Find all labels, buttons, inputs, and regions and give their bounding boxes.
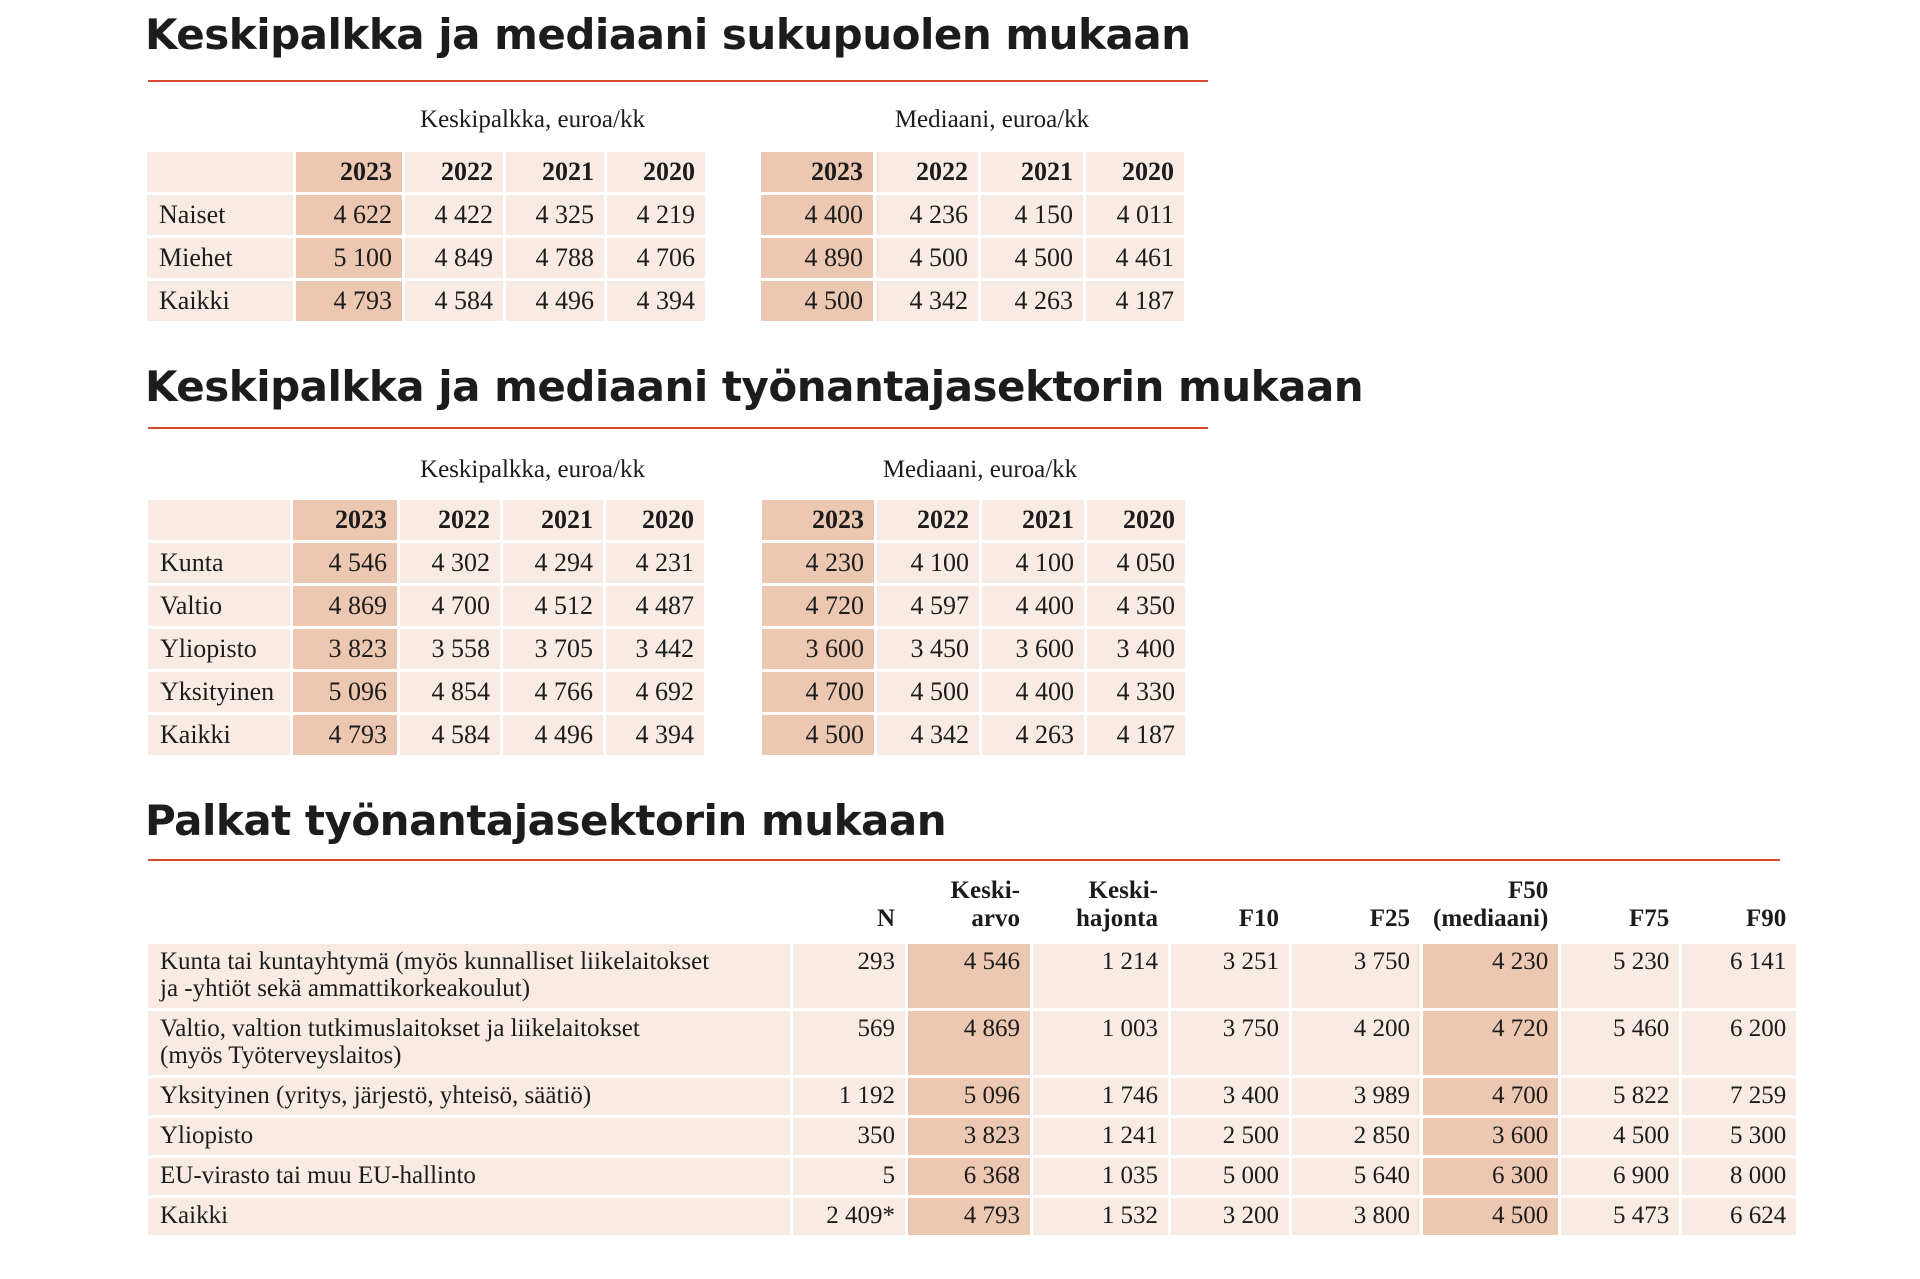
table1-year-header: 2021 <box>506 152 604 192</box>
table-cell: 2 409* <box>793 1198 905 1235</box>
table2-group-mean-label: Keskipalkka, euroa/kk <box>420 456 645 483</box>
table-cell: 3 705 <box>503 629 603 669</box>
row-label: Yksityinen <box>148 672 290 712</box>
table-cell: 4 700 <box>762 672 874 712</box>
table-cell: 4 187 <box>1086 281 1184 321</box>
table2-corner <box>148 500 290 540</box>
table-row <box>147 238 1184 278</box>
table-cell: 4 793 <box>908 1198 1030 1235</box>
table-cell: 4 766 <box>503 672 603 712</box>
table2-year-header: 2023 <box>293 500 397 540</box>
table3-header-mean: Keski- arvo <box>908 877 1030 941</box>
table-cell: 4 854 <box>400 672 500 712</box>
row-label: EU-virasto tai muu EU-hallinto <box>148 1158 790 1195</box>
row-label: Kunta tai kuntayhtymä (myös kunnalliset liikelaitokset ja -yhtiöt sekä ammattikorkeakoulut) <box>148 944 790 1008</box>
table2-group-median-label: Mediaani, euroa/kk <box>882 456 1078 483</box>
table1-group-median-label: Mediaani, euroa/kk <box>894 106 1090 133</box>
table-cell: 4 302 <box>400 543 500 583</box>
table-row <box>148 715 1185 755</box>
table-cell: 5 <box>793 1158 905 1195</box>
table-cell: 6 368 <box>908 1158 1030 1195</box>
table3-header-f90: F90 <box>1682 877 1796 941</box>
table1 <box>144 149 1187 324</box>
table-cell: 4 720 <box>762 586 874 626</box>
table2-year-header: 2022 <box>400 500 500 540</box>
table-cell: 4 512 <box>503 586 603 626</box>
table-cell: 4 263 <box>981 281 1083 321</box>
table-row <box>148 1078 1796 1115</box>
table-row <box>148 1198 1796 1235</box>
row-label: Kaikki <box>148 715 290 755</box>
table-cell: 4 263 <box>982 715 1084 755</box>
table-cell: 4 400 <box>761 195 873 235</box>
table-cell: 4 584 <box>405 281 503 321</box>
table-cell: 4 849 <box>405 238 503 278</box>
table-cell: 4 890 <box>761 238 873 278</box>
table-cell: 3 251 <box>1171 944 1289 1008</box>
table3-header-f10: F10 <box>1171 877 1289 941</box>
table-cell: 4 342 <box>877 715 979 755</box>
table3-header-sd: Keski- hajonta <box>1033 877 1168 941</box>
table-cell: 3 823 <box>293 629 397 669</box>
table-cell: 6 624 <box>1682 1198 1796 1235</box>
table-cell: 3 823 <box>908 1118 1030 1155</box>
table3-header-f75: F75 <box>1561 877 1679 941</box>
table-row <box>148 629 1185 669</box>
table-cell: 4 500 <box>762 715 874 755</box>
row-label: Kaikki <box>147 281 293 321</box>
table-cell: 4 720 <box>1423 1011 1558 1075</box>
table3-header-row <box>148 877 1796 941</box>
table-cell: 4 011 <box>1086 195 1184 235</box>
table-cell: 4 100 <box>982 543 1084 583</box>
table-cell: 4 230 <box>762 543 874 583</box>
table-cell: 4 500 <box>876 238 978 278</box>
table-cell: 4 200 <box>1292 1011 1420 1075</box>
table-cell: 4 394 <box>607 281 705 321</box>
table-cell: 4 584 <box>400 715 500 755</box>
table-cell: 569 <box>793 1011 905 1075</box>
table-cell: 4 187 <box>1087 715 1185 755</box>
table-cell: 3 442 <box>606 629 704 669</box>
table2-header-row <box>148 500 1185 540</box>
table-cell: 4 230 <box>1423 944 1558 1008</box>
table-cell: 4 496 <box>506 281 604 321</box>
table-cell: 4 422 <box>405 195 503 235</box>
table2-year-header: 2020 <box>606 500 704 540</box>
table1-year-header: 2023 <box>761 152 873 192</box>
table-cell: 4 350 <box>1087 586 1185 626</box>
table-cell: 4 150 <box>981 195 1083 235</box>
table1-year-header: 2020 <box>607 152 705 192</box>
table-cell: 1 035 <box>1033 1158 1168 1195</box>
table-cell: 5 822 <box>1561 1078 1679 1115</box>
table-row <box>148 944 1796 1008</box>
table-cell: 4 487 <box>606 586 704 626</box>
table3-corner <box>148 877 790 941</box>
table3-header-f25: F25 <box>1292 877 1420 941</box>
table2-year-header: 2022 <box>877 500 979 540</box>
table-cell: 4 330 <box>1087 672 1185 712</box>
table-row <box>148 586 1185 626</box>
table-row <box>148 543 1185 583</box>
table-cell: 4 496 <box>503 715 603 755</box>
table-cell: 2 850 <box>1292 1118 1420 1155</box>
table3-title: Palkat työnantajasektorin mukaan <box>145 796 947 845</box>
table3-title-rule <box>148 859 1780 861</box>
table-cell: 4 700 <box>400 586 500 626</box>
table1-year-header: 2022 <box>405 152 503 192</box>
table-cell: 4 546 <box>908 944 1030 1008</box>
table-cell: 2 500 <box>1171 1118 1289 1155</box>
table-cell: 350 <box>793 1118 905 1155</box>
table1-title: Keskipalkka ja mediaani sukupuolen mukaan <box>145 10 1191 59</box>
table-row <box>148 1011 1796 1075</box>
table-cell: 4 342 <box>876 281 978 321</box>
table1-group-mean-label: Keskipalkka, euroa/kk <box>420 106 645 133</box>
table2-title-rule <box>148 427 1208 429</box>
table2-year-header: 2021 <box>982 500 1084 540</box>
table-cell: 4 706 <box>607 238 705 278</box>
table-cell: 1 241 <box>1033 1118 1168 1155</box>
table-cell: 3 450 <box>877 629 979 669</box>
table-cell: 5 100 <box>296 238 402 278</box>
table-cell: 4 869 <box>908 1011 1030 1075</box>
table-cell: 3 400 <box>1087 629 1185 669</box>
table-cell: 4 231 <box>606 543 704 583</box>
table-cell: 7 259 <box>1682 1078 1796 1115</box>
table2-year-header: 2021 <box>503 500 603 540</box>
row-label: Yliopisto <box>148 629 290 669</box>
table-cell: 4 500 <box>1561 1118 1679 1155</box>
table1-year-header: 2020 <box>1086 152 1184 192</box>
table-cell: 4 869 <box>293 586 397 626</box>
table-cell: 1 746 <box>1033 1078 1168 1115</box>
table-cell: 5 640 <box>1292 1158 1420 1195</box>
table-cell: 4 400 <box>982 586 1084 626</box>
table-row <box>148 1118 1796 1155</box>
table2-title: Keskipalkka ja mediaani työnantajasektorin mukaan <box>145 362 1364 411</box>
table-cell: 4 461 <box>1086 238 1184 278</box>
table-cell: 3 750 <box>1171 1011 1289 1075</box>
table-cell: 1 532 <box>1033 1198 1168 1235</box>
table-cell: 4 597 <box>877 586 979 626</box>
table-cell: 6 300 <box>1423 1158 1558 1195</box>
table-cell: 6 900 <box>1561 1158 1679 1195</box>
table-cell: 4 100 <box>877 543 979 583</box>
table-cell: 3 750 <box>1292 944 1420 1008</box>
table-cell: 4 236 <box>876 195 978 235</box>
table-cell: 3 800 <box>1292 1198 1420 1235</box>
table-cell: 4 500 <box>761 281 873 321</box>
table-cell: 4 788 <box>506 238 604 278</box>
table-row <box>148 1158 1796 1195</box>
table-cell: 4 219 <box>607 195 705 235</box>
row-label: Valtio, valtion tutkimuslaitokset ja liikelaitokset (myös Työterveyslaitos) <box>148 1011 790 1075</box>
row-label: Valtio <box>148 586 290 626</box>
table-cell: 3 600 <box>982 629 1084 669</box>
table-cell: 4 400 <box>982 672 1084 712</box>
table-cell: 4 546 <box>293 543 397 583</box>
table-cell: 4 500 <box>877 672 979 712</box>
table-cell: 4 700 <box>1423 1078 1558 1115</box>
table-cell: 1 214 <box>1033 944 1168 1008</box>
table-cell: 4 793 <box>293 715 397 755</box>
table-cell: 4 325 <box>506 195 604 235</box>
table3-header-n: N <box>793 877 905 941</box>
table-cell: 4 692 <box>606 672 704 712</box>
table-cell: 1 192 <box>793 1078 905 1115</box>
table1-header-row <box>147 152 1184 192</box>
table-cell: 6 141 <box>1682 944 1796 1008</box>
row-label: Kunta <box>148 543 290 583</box>
table-cell: 5 230 <box>1561 944 1679 1008</box>
table-cell: 4 793 <box>296 281 402 321</box>
table-cell: 3 989 <box>1292 1078 1420 1115</box>
table3-header-f50: F50 (mediaani) <box>1423 877 1558 941</box>
table-cell: 4 394 <box>606 715 704 755</box>
table3 <box>145 874 1799 1238</box>
table-cell: 4 050 <box>1087 543 1185 583</box>
table2-year-header: 2020 <box>1087 500 1185 540</box>
table2-year-header: 2023 <box>762 500 874 540</box>
table1-year-header: 2021 <box>981 152 1083 192</box>
table1-year-header: 2023 <box>296 152 402 192</box>
table-cell: 4 622 <box>296 195 402 235</box>
row-label: Yliopisto <box>148 1118 790 1155</box>
table-cell: 6 200 <box>1682 1011 1796 1075</box>
table-cell: 4 500 <box>1423 1198 1558 1235</box>
table-cell: 5 000 <box>1171 1158 1289 1195</box>
row-label: Kaikki <box>148 1198 790 1235</box>
table1-title-rule <box>148 80 1208 82</box>
table-row <box>148 672 1185 712</box>
row-label: Naiset <box>147 195 293 235</box>
table-cell: 5 096 <box>908 1078 1030 1115</box>
table-cell: 4 500 <box>981 238 1083 278</box>
row-label: Miehet <box>147 238 293 278</box>
table-cell: 8 000 <box>1682 1158 1796 1195</box>
table-cell: 293 <box>793 944 905 1008</box>
table-cell: 5 473 <box>1561 1198 1679 1235</box>
table1-year-header: 2022 <box>876 152 978 192</box>
table-cell: 3 400 <box>1171 1078 1289 1115</box>
table-cell: 3 600 <box>1423 1118 1558 1155</box>
table-row <box>147 195 1184 235</box>
table-cell: 3 200 <box>1171 1198 1289 1235</box>
table-cell: 1 003 <box>1033 1011 1168 1075</box>
table-cell: 5 300 <box>1682 1118 1796 1155</box>
table2 <box>145 497 1188 758</box>
table1-corner <box>147 152 293 192</box>
row-label: Yksityinen (yritys, järjestö, yhteisö, säätiö) <box>148 1078 790 1115</box>
table-cell: 3 558 <box>400 629 500 669</box>
table-cell: 4 294 <box>503 543 603 583</box>
table-cell: 3 600 <box>762 629 874 669</box>
table-row <box>147 281 1184 321</box>
table-cell: 5 460 <box>1561 1011 1679 1075</box>
table-cell: 5 096 <box>293 672 397 712</box>
